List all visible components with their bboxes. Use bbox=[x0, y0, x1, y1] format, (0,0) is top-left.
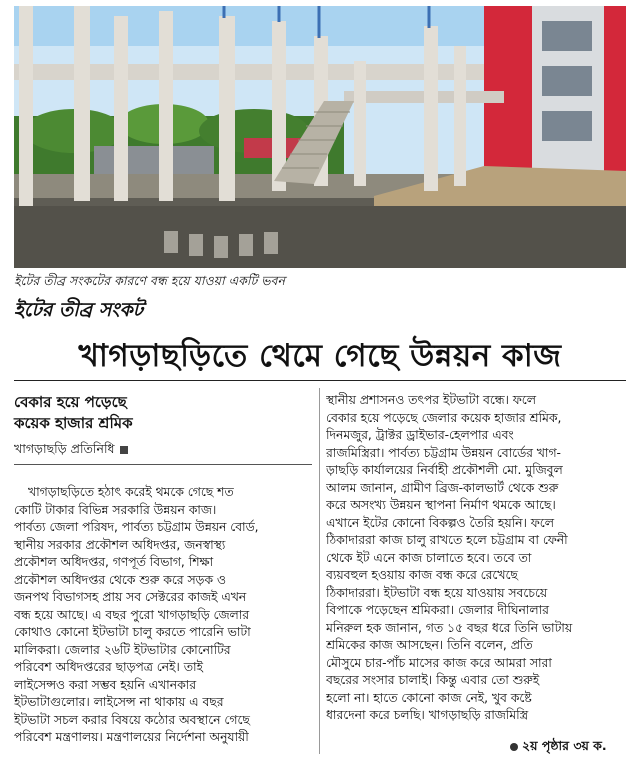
continuation-note bbox=[510, 738, 607, 758]
body-line: ড়াছড়ি কার্যালয়ের নির্বাহী প্রকৌশলী মো. মুজিবুল bbox=[326, 463, 563, 477]
subheadline-line: কয়েক হাজার শ্রমিক bbox=[14, 414, 133, 432]
subheadline bbox=[14, 392, 314, 434]
body-line: রাজমিস্ত্রিরা। পার্বত্য চট্টগ্রাম উন্নয়ন বোর্ডের খাগ- bbox=[326, 445, 561, 460]
body-line: থেকে ইট এনে কাজ চালাতে হবে। তবে তা bbox=[326, 550, 532, 565]
building-photo-icon bbox=[14, 6, 626, 268]
headline-rule bbox=[14, 380, 626, 381]
headline: খাগড়াছড়িতে থেমে গেছে উন্নয়ন কাজ bbox=[78, 338, 562, 374]
body-line: ইটভাটাগুলোর। লাইসেন্স না থাকায় এ বছর bbox=[14, 695, 224, 709]
body-line: পার্বত্য জেলা পরিষদ, পার্বত্য চট্টগ্রাম উন্নয়ন বোর্ড, bbox=[14, 520, 259, 534]
body-line: স্থানীয় সরকার প্রকৌশল অধিদপ্তর, জনস্বাস্থ্য bbox=[14, 537, 226, 552]
body-line: বিপাকে পড়েছেন শ্রমিকরা। জেলার দীঘিনালার bbox=[326, 603, 549, 617]
bullet-icon bbox=[510, 743, 518, 751]
continuation-text: ২য় পৃষ্ঠার ৩য় ক. bbox=[522, 738, 607, 753]
body-line: খাগড়াছড়িতে হঠাৎ করেই থমকে গেছে শত bbox=[28, 485, 234, 499]
body-line: করে অসংখ্য উন্নয়ন স্থাপনা নির্মাণ থমকে আছে। bbox=[326, 498, 556, 512]
body-line: কোথাও কোনো ইটভাটা চালু করতে পারেনি ভাটা bbox=[14, 625, 251, 639]
body-line: এখানে ইটের কোনো বিকল্পও তৈরি হয়নি। ফলে bbox=[326, 515, 554, 530]
body-line: বন্ধ হয়ে আছে। এ বছর পুরো খাগড়াছড়ি জেলার bbox=[14, 607, 250, 622]
body-line: ব্যয়বহুল হওয়ায় কাজ বন্ধ করে রেখেছে bbox=[326, 568, 518, 582]
body-line: ধারদেনা করে চলছি। খাগড়াছড়ি রাজমিস্ত্রি bbox=[326, 708, 529, 722]
body-line: প্রকৌশল অধিদপ্তর, গণপূর্ত বিভাগ, শিক্ষা bbox=[14, 555, 214, 569]
body-line: মৌসুমে চার-পাঁচ মাসের কাজ করে আমরা সারা bbox=[326, 655, 552, 670]
body-line: ঠিকাদাররা কাজ চালু রাখতে হলে চট্টগ্রাম বা ফেনী bbox=[326, 533, 568, 547]
body-column-left bbox=[14, 484, 314, 747]
body-line: বছরের সংসার চালাই। কিন্তু এবার তো শুরুই bbox=[326, 673, 540, 687]
body-line: আলম জানান, গ্রামীণ ব্রিজ-কালভার্ট থেকে শুরু bbox=[326, 480, 559, 495]
byline bbox=[14, 440, 128, 458]
body-line: স্থানীয় প্রশাসনও তৎপর ইটভাটা বন্ধে। ফলে bbox=[326, 393, 536, 407]
byline-rule bbox=[14, 464, 312, 465]
body-line: লাইসেন্সও করা সম্ভব হয়নি এখানকার bbox=[14, 677, 197, 692]
kicker: ইটের তীব্র সংকট bbox=[14, 299, 144, 321]
square-bullet-icon bbox=[120, 446, 128, 454]
body-line: জনপথ বিভাগসহ প্রায় সব সেক্টরের কাজই এখন bbox=[14, 590, 247, 604]
body-line: পরিবেশ অধিদপ্তরের ছাড়পত্র নেই। তাই bbox=[14, 660, 203, 674]
subheadline-line: বেকার হয়ে পড়েছে bbox=[14, 393, 127, 411]
body-line: প্রকৌশল অধিদপ্তর থেকে শুরু করে সড়ক ও bbox=[14, 572, 226, 587]
body-line: হলো না। হাতে কোনো কাজ নেই, খুব কষ্টে bbox=[326, 690, 532, 705]
photo-caption: ইটের তীব্র সংকটের কারণে বন্ধ হয়ে যাওয়া একটি ভবন bbox=[14, 273, 285, 288]
body-line: মালিকরা। জেলার ২৬টি ইটভাটার কোনোটির bbox=[14, 642, 231, 657]
body-column-right bbox=[326, 392, 626, 725]
body-line: কোটি টাকার বিভিন্ন সরকারি উন্নয়ন কাজ। bbox=[14, 502, 217, 517]
body-line: মনিরুল হক জানান, গত ১৫ বছর ধরে তিনি ভাটায় bbox=[326, 620, 573, 635]
column-divider bbox=[319, 388, 320, 754]
body-line: ইটভাটা সচল করার বিষয়ে কঠোর অবস্থানে গেছে bbox=[14, 712, 250, 727]
byline-text: খাগড়াছড়ি প্রতিনিধি bbox=[14, 441, 115, 456]
body-line: ঠিকাদাররা। ইটভাটা বন্ধ হয়ে যাওয়ায় সবচেয়ে bbox=[326, 585, 548, 600]
article-photo bbox=[14, 6, 626, 268]
body-line: পরিবেশ মন্ত্রণালয়। মন্ত্রণালয়ের নির্দেশনা অনুযায়ী bbox=[14, 730, 249, 744]
body-line: শ্রমিকের কাজ আসছেন। তিনি বলেন, প্রতি bbox=[326, 638, 533, 652]
body-line: বেকার হয়ে পড়েছে জেলার কয়েক হাজার শ্রমিক, bbox=[326, 410, 562, 425]
body-line: দিনমজুর, ট্রাক্টর ড্রাইভার-হেলপার এবং bbox=[326, 428, 514, 442]
